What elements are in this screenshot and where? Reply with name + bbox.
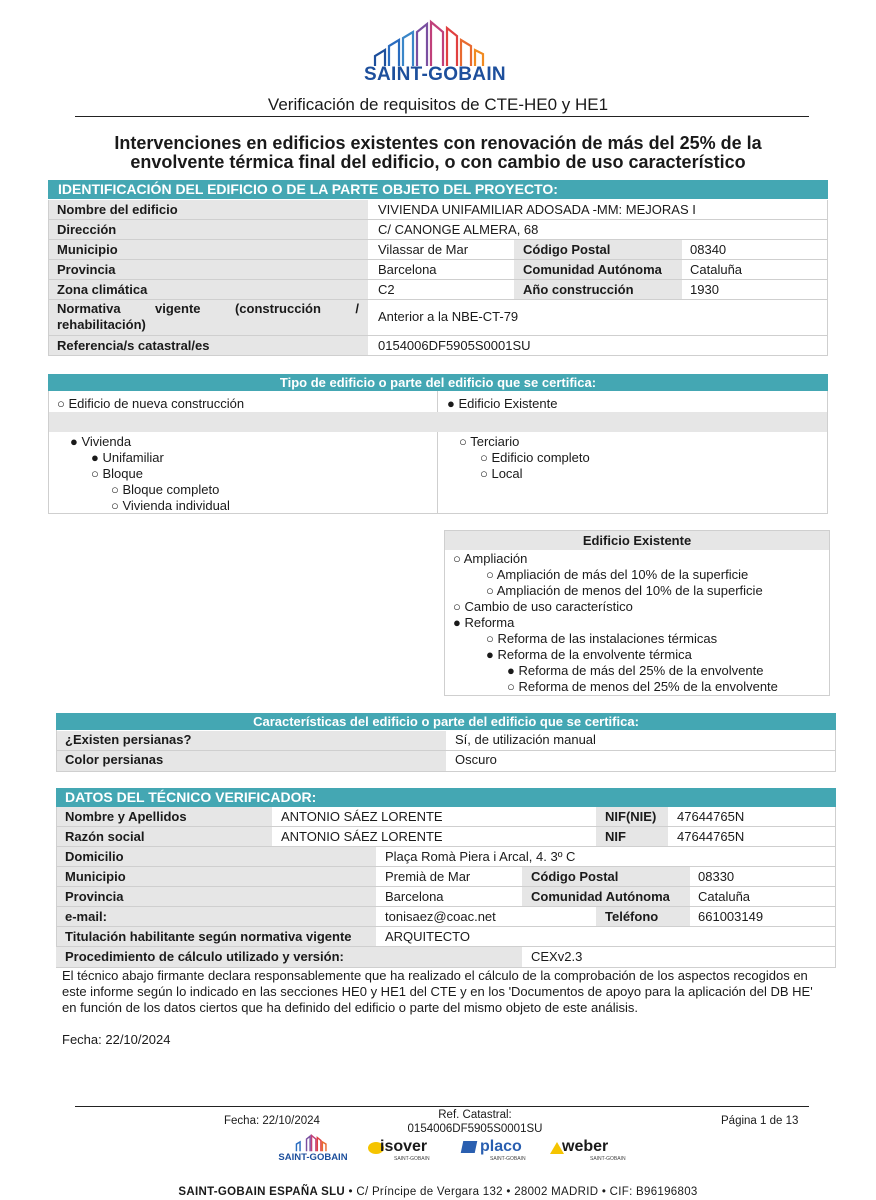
shutter-color-label: Color persianas — [65, 752, 164, 767]
tech-municipality-label: Municipio — [65, 869, 126, 884]
document-subtitle: Verificación de requisitos de CTE-HE0 y HE1 — [267, 95, 609, 114]
building-name-value: VIVIENDA UNIFAMILIAR ADOSADA -MM: MEJORAS I — [378, 202, 696, 217]
postal-code-value: 08340 — [690, 242, 727, 257]
address-label: Dirección — [57, 222, 117, 237]
option-ampliacion-menos[interactable]: ○ Ampliación de menos del 10% de la superficie — [486, 583, 763, 598]
address-value: C/ CANONGE ALMERA, 68 — [378, 222, 539, 237]
characteristics-heading: Características del edificio o parte del edificio que se certifica: — [56, 713, 836, 730]
option-unifamiliar[interactable]: ● Unifamiliar — [91, 450, 164, 465]
autonomous-community-label: Comunidad Autónoma — [523, 262, 662, 277]
weber-logo — [550, 1138, 628, 1164]
document-title — [40, 134, 836, 172]
declaration-line-2: este informe según lo indicado en las secciones HE0 y HE1 del CTE y en los 'Documentos de apoyo para la aplicación del DB HE' — [62, 984, 813, 999]
construction-year-value: 1930 — [690, 282, 719, 297]
climate-zone-value: C2 — [378, 282, 395, 297]
province-label: Provincia — [57, 262, 116, 277]
building-type-heading: Tipo de edificio o parte del edificio que se certifica: — [48, 374, 828, 391]
weber-logo-text: weber — [562, 1138, 609, 1155]
table-left-border — [48, 200, 49, 356]
table-right-border — [827, 200, 828, 356]
isover-logo — [368, 1138, 442, 1164]
option-local[interactable]: ○ Local — [480, 466, 523, 481]
footer-rule — [75, 1106, 809, 1107]
building-type-divider-v — [437, 391, 438, 412]
regulation-label — [57, 301, 359, 333]
tech-qualification-value: ARQUITECTO — [385, 929, 470, 944]
option-ampliacion[interactable]: ○ Ampliación — [453, 551, 528, 566]
footer-cadastral-value: 0154006DF5905S0001SU — [407, 1123, 543, 1135]
logo-text: SAINT-GOBAIN — [364, 64, 506, 85]
option-reforma-instalaciones[interactable]: ○ Reforma de las instalaciones térmicas — [486, 631, 718, 646]
shutters-value: Sí, de utilización manual — [455, 732, 596, 747]
option-reforma-mas-25[interactable]: ● Reforma de más del 25% de la envolvente — [507, 663, 764, 678]
tech-nif-label: NIF — [605, 829, 626, 844]
option-new-construction[interactable]: ○ Edificio de nueva construcción — [57, 396, 245, 411]
construction-year-label: Año construcción — [523, 282, 634, 297]
header-rule — [75, 116, 809, 117]
tech-address-label: Domicilio — [65, 849, 124, 864]
municipality-label: Municipio — [57, 242, 118, 257]
building-type-grey-band — [49, 412, 827, 432]
regulation-value: Anterior a la NBE-CT-79 — [378, 309, 519, 324]
postal-code-label: Código Postal — [523, 242, 611, 257]
declaration-line-3: en función de los datos ciertos que ha definido del edificio o parte del mismo objeto de este análisis. — [62, 1000, 638, 1015]
climate-zone-label: Zona climática — [57, 282, 148, 297]
tech-community-label: Comunidad Autónoma — [531, 889, 670, 904]
footer-cadastral — [400, 1108, 550, 1136]
city-skyline-icon — [355, 18, 515, 68]
declaration-line-1: El técnico abajo firmante declara responsablemente que ha realizado el cálculo de la comprobación de los aspectos recogidos en — [62, 968, 808, 983]
tech-province-value: Barcelona — [385, 889, 444, 904]
company-footer — [0, 1185, 876, 1199]
shutters-label: ¿Existen persianas? — [65, 732, 192, 747]
footer-saint-gobain-logo — [273, 1134, 353, 1166]
option-edificio-completo[interactable]: ○ Edificio completo — [480, 450, 590, 465]
tech-community-value: Cataluña — [698, 889, 751, 904]
option-bloque[interactable]: ○ Bloque — [91, 466, 143, 481]
municipality-value: Vilassar de Mar — [378, 242, 469, 257]
regulation-label-line2: rehabilitación) — [57, 317, 146, 332]
option-reforma[interactable]: ● Reforma — [453, 615, 515, 630]
tech-email-value[interactable]: tonisaez@coac.net — [385, 909, 496, 924]
option-reforma-envolvente[interactable]: ● Reforma de la envolvente térmica — [486, 647, 692, 662]
identification-heading: IDENTIFICACIÓN DEL EDIFICIO O DE LA PARTE OBJETO DEL PROYECTO: — [48, 180, 828, 199]
company-address: • C/ Príncipe de Vergara 132 • 28002 MADRID • CIF: B96196803 — [348, 1186, 698, 1198]
city-skyline-icon — [273, 1134, 353, 1152]
tech-nifnie-label: NIF(NIE) — [605, 809, 657, 824]
tech-nif-value: 47644765N — [677, 829, 745, 844]
placo-logo-text: placo — [480, 1138, 522, 1155]
weber-sub-text: SAINT-GOBAIN — [590, 1156, 626, 1162]
tech-name-label: Nombre y Apellidos — [65, 809, 187, 824]
tech-company-label: Razón social — [65, 829, 145, 844]
cadastral-ref-label: Referencia/s catastral/es — [57, 338, 210, 353]
building-type-divider-v2 — [437, 432, 438, 514]
option-ampliacion-mas[interactable]: ○ Ampliación de más del 10% de la superficie — [486, 567, 749, 582]
footer-date: Fecha: 22/10/2024 — [224, 1115, 320, 1127]
tech-address-value: Plaça Romà Piera i Arcal, 4. 3º C — [385, 849, 576, 864]
tech-province-label: Provincia — [65, 889, 124, 904]
tech-procedure-label: Procedimiento de cálculo utilizado y versión: — [65, 949, 344, 964]
option-bloque-completo[interactable]: ○ Bloque completo — [111, 482, 220, 497]
footer-page-number: Página 1 de 13 — [721, 1115, 799, 1127]
cadastral-ref-value: 0154006DF5905S0001SU — [378, 338, 531, 353]
tech-postal-code-label: Código Postal — [531, 869, 619, 884]
tech-phone-value: 661003149 — [698, 909, 764, 924]
tech-name-value: ANTONIO SÁEZ LORENTE — [281, 809, 443, 824]
company-name: SAINT-GOBAIN ESPAÑA SLU — [178, 1186, 346, 1198]
option-terciario[interactable]: ○ Terciario — [459, 434, 520, 449]
isover-sub-text: SAINT-GOBAIN — [394, 1156, 430, 1162]
option-reforma-menos-25[interactable]: ○ Reforma de menos del 25% de la envolvente — [507, 679, 778, 694]
declaration-text — [62, 968, 836, 1016]
isover-logo-text: isover — [380, 1138, 428, 1155]
regulation-label-line1: Normativa vigente (construcción / — [57, 301, 359, 316]
existing-building-heading: Edificio Existente — [445, 531, 829, 550]
tech-qualification-label: Titulación habilitante según normativa vigente — [65, 929, 352, 944]
row-divider — [56, 750, 836, 751]
placo-logo — [462, 1138, 534, 1164]
tech-company-value: ANTONIO SÁEZ LORENTE — [281, 829, 443, 844]
building-name-label: Nombre del edificio — [57, 202, 178, 217]
tech-procedure-value: CEXv2.3 — [531, 949, 583, 964]
placo-sub-text: SAINT-GOBAIN — [490, 1156, 526, 1162]
technician-heading: DATOS DEL TÉCNICO VERIFICADOR: — [56, 788, 836, 807]
option-existing-building[interactable]: ● Edificio Existente — [447, 396, 558, 411]
declaration-date: Fecha: 22/10/2024 — [62, 1032, 171, 1047]
province-value: Barcelona — [378, 262, 437, 277]
tech-postal-code-value: 08330 — [698, 869, 735, 884]
tech-phone-label: Teléfono — [605, 909, 659, 924]
footer-cadastral-label: Ref. Catastral: — [438, 1109, 512, 1121]
autonomous-community-value: Cataluña — [690, 262, 743, 277]
saint-gobain-logo — [355, 18, 515, 88]
title-line-2: envolvente térmica final del edificio, o con cambio de uso característico — [130, 152, 746, 172]
placo-mark-icon — [461, 1141, 478, 1153]
option-vivienda-individual[interactable]: ○ Vivienda individual — [111, 498, 230, 513]
tech-nifnie-value: 47644765N — [677, 809, 745, 824]
tech-email-label: e-mail: — [65, 909, 107, 924]
tech-municipality-value: Premià de Mar — [385, 869, 471, 884]
shutter-color-value: Oscuro — [455, 752, 497, 767]
option-cambio-uso[interactable]: ○ Cambio de uso característico — [453, 599, 633, 614]
title-line-1: Intervenciones en edificios existentes con renovación de más del 25% de la — [114, 133, 762, 153]
option-vivienda[interactable]: ● Vivienda — [70, 434, 132, 449]
footer-saint-gobain-text: SAINT-GOBAIN — [278, 1152, 348, 1163]
